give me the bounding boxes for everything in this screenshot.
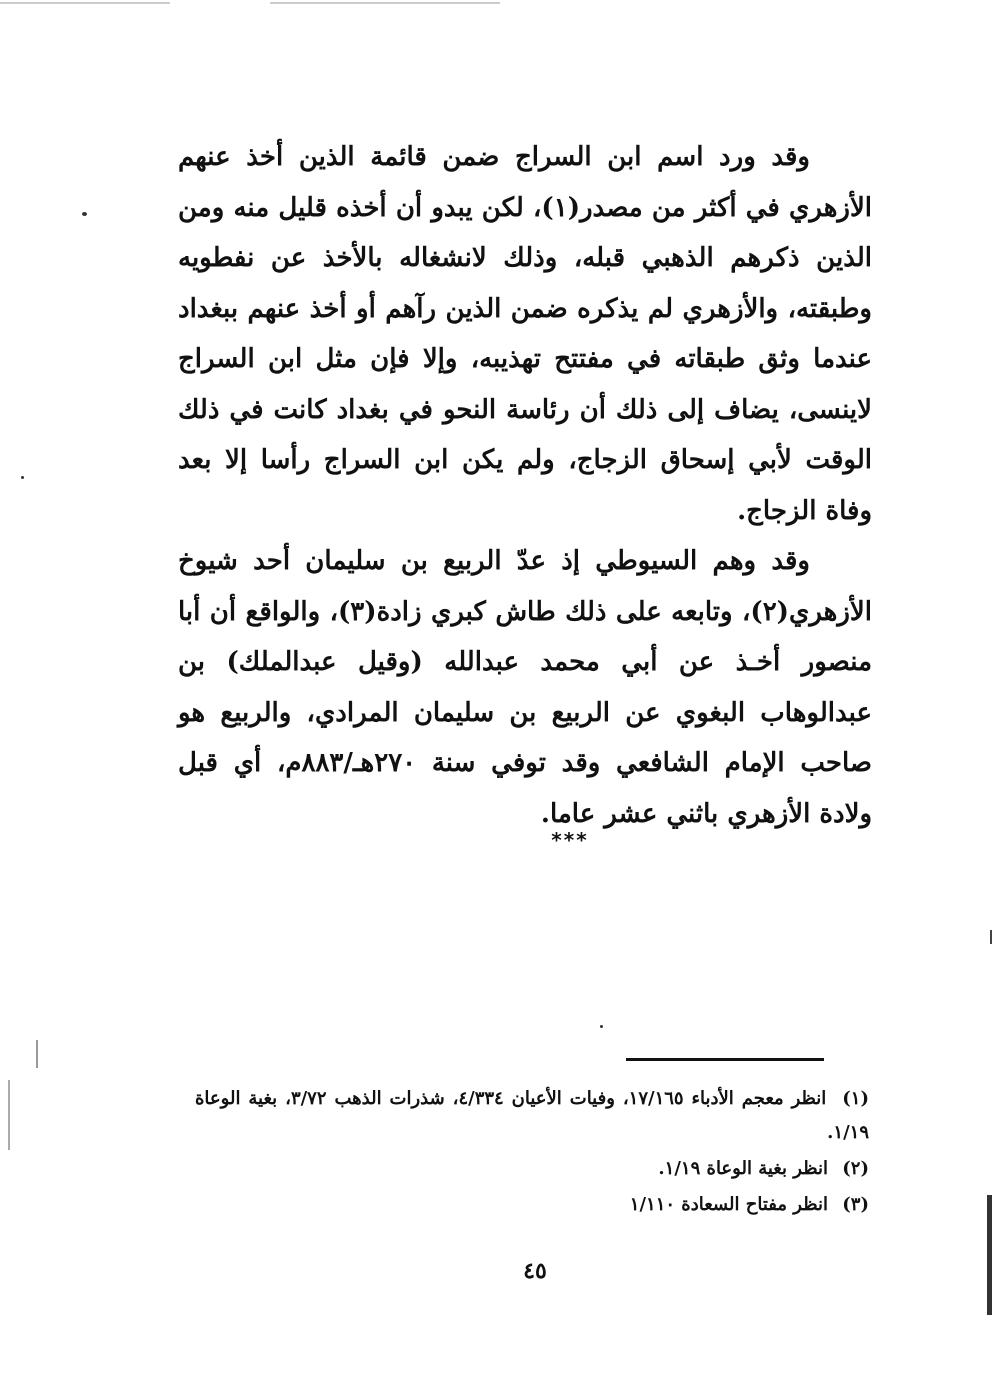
scan-edge-mark <box>987 1195 992 1315</box>
footnote-number: (١) <box>842 1088 869 1109</box>
footnote-text: انظر بغية الوعاة ١/١٩. <box>658 1158 828 1179</box>
paragraph-1: وقد ورد اسم ابن السراج ضمن قائمة الذين أخذ عنهم الأزهري في أكثر من مصدر(١)، لكن يبدو أن أخذه قليل منه ومن الذين ذكرهم الذهبي قبله، وذلك لانشغاله بالأخذ عن نفطويه وطبقته، والأزهري لم يذكره ضمن الذين رآهم أو أخذ عنهم ببغداد عندما وثق طبقاته في مفتتح تهذيبه، وإلا فإن مثل ابن السراج لاينسى، يضاف إلى ذلك أن رئاسة النحو في بغداد كانت في ذلك الوقت لأبي إسحاق الزجاج، ولم يكن ابن السراج رأسا إلا بعد وفاة الزجاج. <box>178 142 873 526</box>
scan-edge-mark <box>990 930 992 944</box>
footnote-3 <box>195 1188 869 1222</box>
footnotes <box>195 1082 869 1224</box>
body-text <box>178 132 872 839</box>
scan-edge-line <box>270 2 500 4</box>
footnote-number: (٣) <box>842 1194 869 1215</box>
scan-edge-mark <box>8 1080 10 1150</box>
section-separator: *** <box>551 828 589 852</box>
scan-speck <box>600 1025 603 1028</box>
scan-edge-mark <box>36 1040 38 1068</box>
footnote-rule <box>626 1058 824 1061</box>
scan-speck <box>21 476 24 479</box>
scan-speck <box>82 212 87 216</box>
footnote-2 <box>195 1152 869 1186</box>
footnote-text: انظر مفتاح السعادة ١/١١٠ <box>629 1194 828 1215</box>
footnote-number: (٢) <box>842 1158 869 1179</box>
footnote-1 <box>195 1082 869 1150</box>
footnote-text: انظر معجم الأدباء ١٧/١٦٥، وفيات الأعيان ٤/٣٣٤، شذرات الذهب ٣/٧٢، بغية الوعاة ١/١٩. <box>195 1088 869 1143</box>
scan-edge-line <box>0 2 170 4</box>
paragraph-2: وقد وهم السيوطي إذ عدّ الربيع بن سليمان أحد شيوخ الأزهري(٢)، وتابعه على ذلك طاش كبري زادة(٣)، والواقع أن أبا منصور أخـذ عن أبي محمد عبدالله (وقيل عبدالملك) بن عبدالوهاب البغوي عن الربيع بن سليمان المرادي، والربيع هو صاحب الإمام الشافعي وقد توفي سنة ٢٧٠هـ/٨٨٣م، أي قبل ولادة الأزهري باثني عشر عاما. <box>178 546 872 829</box>
page-number: ٤٥ <box>523 1258 547 1284</box>
